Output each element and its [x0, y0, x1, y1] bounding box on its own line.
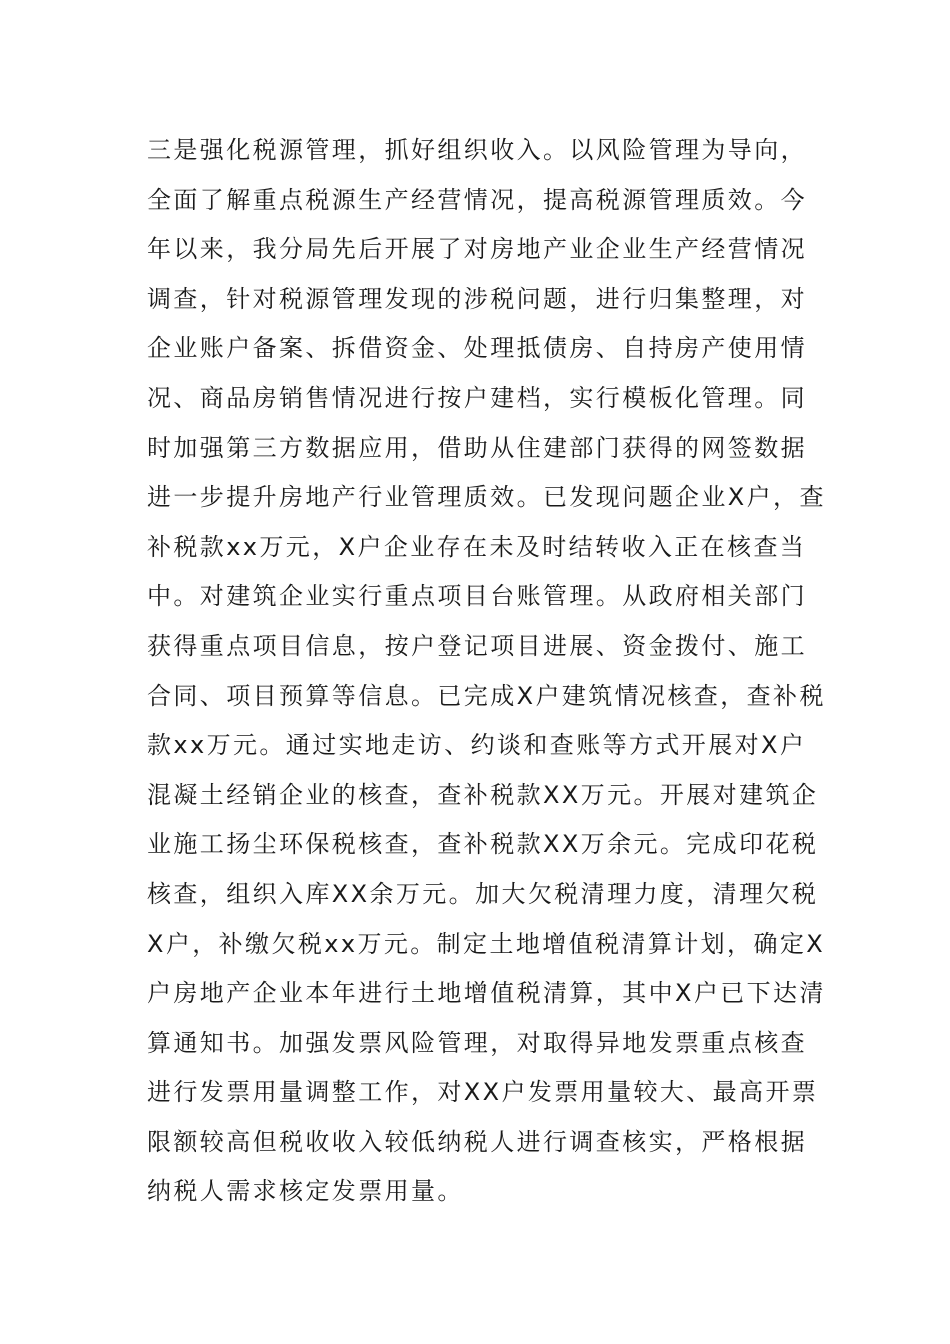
- text-line: 三是强化税源管理，抓好组织收入。以风险管理为导向，: [147, 136, 807, 164]
- text-line: 纳税人需求核定发票用量。: [147, 1177, 464, 1206]
- text-line: 限额较高但税收收入较低纳税人进行调查核实，严格根据: [147, 1127, 807, 1156]
- text-line: 时加强第三方数据应用，借助从住建部门获得的网签数据: [147, 433, 807, 462]
- text-line: 年以来，我分局先后开展了对房地产业企业生产经营情况: [147, 235, 807, 264]
- text-line: 中。对建筑企业实行重点项目台账管理。从政府相关部门: [147, 582, 807, 611]
- text-line: 款xx万元。通过实地走访、约谈和查账等方式开展对X户: [147, 731, 807, 760]
- text-line: 补税款xx万元，X户企业存在未及时结转收入正在核查当: [147, 532, 807, 561]
- text-line: 进一步提升房地产行业管理质效。已发现问题企业X户，查: [147, 483, 826, 512]
- text-line: 算通知书。加强发票风险管理，对取得异地发票重点核查: [147, 1028, 807, 1057]
- text-line: 进行发票用量调整工作，对XX户发票用量较大、最高开票: [147, 1078, 819, 1107]
- body-paragraph: [147, 126, 826, 1217]
- text-line: X户，补缴欠税xx万元。制定土地增值税清算计划，确定X: [147, 929, 826, 958]
- text-line: 调查，针对税源管理发现的涉税问题，进行归集整理，对: [147, 284, 807, 313]
- text-line: 况、商品房销售情况进行按户建档，实行模板化管理。同: [147, 383, 807, 412]
- text-line: 混凝土经销企业的核查，查补税款XX万元。开展对建筑企: [147, 780, 819, 809]
- text-line: 全面了解重点税源生产经营情况，提高税源管理质效。今: [147, 185, 807, 214]
- text-line: 获得重点项目信息，按户登记项目进展、资金拨付、施工: [147, 631, 807, 660]
- text-line: 户房地产企业本年进行土地增值税清算，其中X户已下达清: [147, 979, 826, 1008]
- text-line: 合同、项目预算等信息。已完成X户建筑情况核查，查补税: [147, 681, 826, 710]
- text-line: 核查，组织入库XX余万元。加大欠税清理力度，清理欠税: [147, 879, 819, 908]
- text-line: 企业账户备案、拆借资金、处理抵债房、自持房产使用情: [147, 334, 807, 363]
- text-line: 业施工扬尘环保税核查，查补税款XX万余元。完成印花税: [147, 830, 819, 859]
